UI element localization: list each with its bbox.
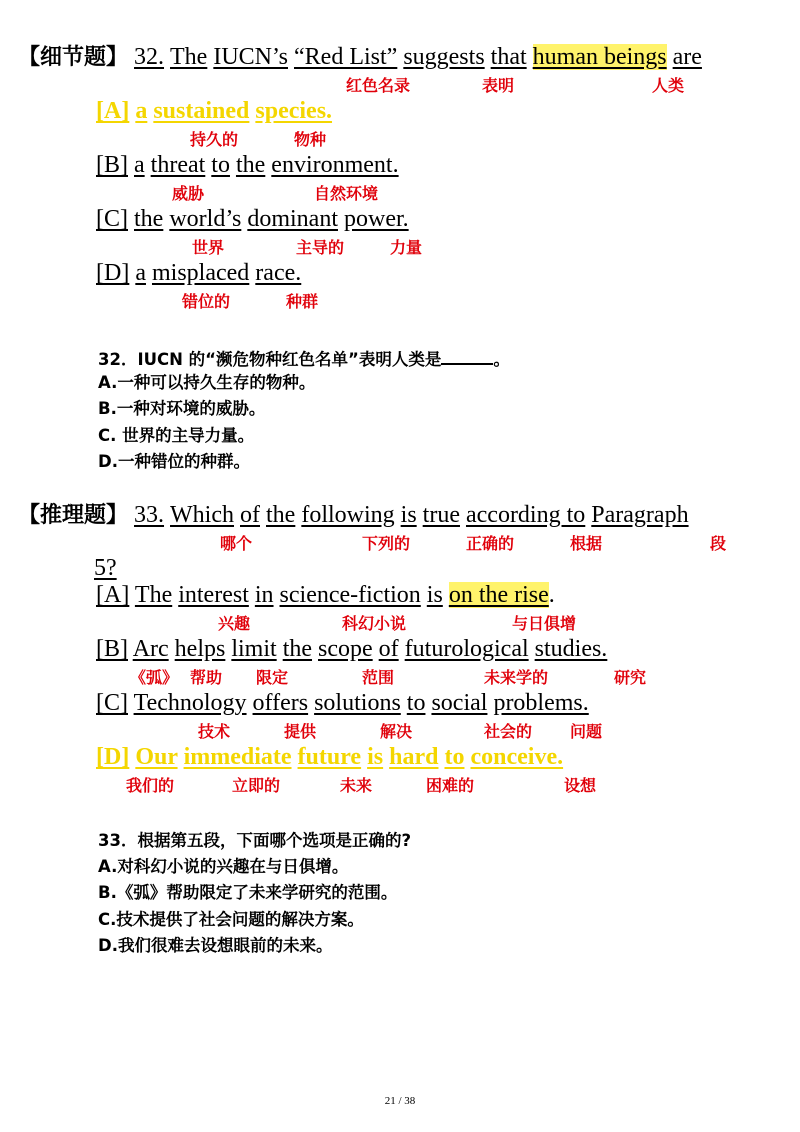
annotation: 与日俱增 [512, 614, 577, 633]
word: of [378, 636, 399, 662]
option-letter: [B] [96, 636, 128, 662]
word: The [170, 44, 208, 70]
annotation: 困难的 [426, 776, 475, 795]
word: environment. [271, 152, 399, 178]
annotation: 解决 [380, 722, 413, 741]
option-letter: [B] [96, 152, 128, 178]
word: according to [465, 502, 586, 528]
word: Arc [132, 636, 169, 662]
q32-type-tag: 【细节题】 [18, 45, 129, 70]
annotation: 段 [710, 534, 727, 553]
word: offers [252, 690, 309, 716]
annotation: 根据 [570, 534, 603, 553]
annotation: 哪个 [220, 534, 253, 553]
word: futurological [404, 636, 529, 662]
annotation: 提供 [284, 722, 317, 741]
q32-cn-option-c: C. 世界的主导力量。 [98, 426, 255, 445]
q33-cn-option-d: D.我们很难去设想眼前的未来。 [98, 936, 333, 955]
annotation: 表明 [482, 76, 515, 95]
q32-cn-option-a: A.一种可以持久生存的物种。 [98, 373, 316, 392]
word: Paragraph [591, 502, 689, 528]
annotation: 正确的 [466, 534, 515, 553]
word: helps [174, 636, 226, 662]
annotation: 种群 [286, 292, 319, 311]
page-total: 38 [404, 1095, 416, 1107]
word: species. [255, 98, 333, 124]
option-letter: [C] [96, 690, 128, 716]
word: dominant [247, 206, 338, 232]
word: misplaced [151, 260, 250, 286]
word: to [444, 744, 465, 770]
annotation: 兴趣 [218, 614, 251, 633]
annotation: 人类 [652, 76, 685, 95]
q32-option-d [96, 258, 301, 288]
q33-stem-continued [94, 553, 117, 583]
annotation: 未来 [340, 776, 373, 795]
q32-option-c [96, 204, 409, 234]
q32-number: 32. [134, 44, 165, 70]
word: race. [255, 260, 302, 286]
word: scope [318, 636, 373, 662]
word: studies. [534, 636, 608, 662]
annotation: 力量 [390, 238, 423, 257]
annotation: 设想 [564, 776, 597, 795]
word: is [367, 744, 384, 770]
word: are [672, 44, 702, 70]
q33-number: 33. [134, 502, 165, 528]
word-red-list: “Red List” [294, 44, 398, 70]
punctuation: . [548, 582, 555, 608]
word: a [134, 152, 145, 178]
q33-cn-question: 33．根据第五段，下面哪个选项是正确的? [98, 831, 412, 850]
word: to [211, 152, 230, 178]
word: hard [389, 744, 439, 770]
annotation: 限定 [256, 668, 289, 687]
annotation: 自然环境 [314, 184, 379, 203]
word: 5? [94, 555, 117, 581]
annotation: 物种 [294, 130, 327, 149]
word: the [235, 152, 266, 178]
annotation: 世界 [192, 238, 225, 257]
annotation: 立即的 [232, 776, 281, 795]
option-letter: [A] [96, 98, 130, 124]
word: of [240, 502, 260, 528]
option-letter: [A] [96, 582, 130, 608]
q32-cn-option-d: D.一种错位的种群。 [98, 452, 250, 471]
annotation: 未来学的 [484, 668, 549, 687]
annotation: 问题 [570, 722, 603, 741]
word: social [431, 690, 488, 716]
annotation: 威胁 [172, 184, 205, 203]
page-footer [0, 1095, 800, 1107]
word: Which [170, 502, 234, 528]
word: power. [343, 206, 409, 232]
q33-option-d-correct [96, 742, 563, 772]
word: is [400, 502, 417, 528]
annotation: 我们的 [126, 776, 175, 795]
word: the [266, 502, 296, 528]
annotation: 主导的 [296, 238, 345, 257]
word: that [490, 44, 527, 70]
cn-question-end: 。 [493, 350, 510, 369]
word-suggests: suggests [403, 44, 485, 70]
annotation: 技术 [198, 722, 231, 741]
cn-question-text: 32．IUCN 的“濒危物种红色名单”表明人类是 [98, 350, 442, 369]
page-separator: / [398, 1095, 402, 1107]
option-letter: [D] [96, 260, 130, 286]
word: world’s [169, 206, 242, 232]
page-number: 21 [384, 1095, 396, 1107]
q32-option-a-correct [96, 96, 332, 126]
annotation: 《弧》 [130, 668, 179, 687]
word: a [135, 260, 146, 286]
annotation: 错位的 [182, 292, 231, 311]
word: conceive. [470, 744, 564, 770]
annotation: 下列的 [362, 534, 411, 553]
word-on-the-rise: on the rise [448, 582, 549, 608]
word-human-beings: human beings [532, 44, 667, 70]
word: Technology [133, 690, 247, 716]
annotation: 帮助 [190, 668, 223, 687]
annotation: 持久的 [190, 130, 239, 149]
answer-blank [441, 345, 493, 365]
word: limit [231, 636, 277, 662]
annotation: 研究 [614, 668, 647, 687]
word: problems. [493, 690, 589, 716]
word: The [134, 582, 173, 608]
word: the [282, 636, 313, 662]
q33-type-tag: 【推理题】 [18, 503, 129, 528]
word: IUCN’s [213, 44, 288, 70]
q33-option-b [96, 634, 607, 664]
annotation: 科幻小说 [342, 614, 407, 633]
q32-option-b [96, 150, 399, 180]
word: following [301, 502, 395, 528]
q33-option-c [96, 688, 589, 718]
q32-cn-question [98, 345, 510, 372]
word: sustained [153, 98, 250, 124]
word: immediate [183, 744, 292, 770]
word: in [254, 582, 274, 608]
q33-option-a [96, 580, 555, 610]
q32-cn-option-b: B.一种对环境的威胁。 [98, 399, 266, 418]
annotation: 社会的 [484, 722, 533, 741]
q33-cn-option-a: A.对科幻小说的兴趣在与日俱增。 [98, 857, 349, 876]
option-letter: [C] [96, 206, 128, 232]
word: solutions [314, 690, 401, 716]
word: is [426, 582, 443, 608]
q32-stem [18, 42, 702, 73]
word: true [422, 502, 460, 528]
word: to [406, 690, 426, 716]
option-letter: [D] [96, 744, 130, 770]
q33-cn-option-b: B.《弧》帮助限定了未来学研究的范围。 [98, 883, 398, 902]
word: threat [150, 152, 206, 178]
word: the [134, 206, 164, 232]
q33-cn-option-c: C.技术提供了社会问题的解决方案。 [98, 910, 364, 929]
annotation: 范围 [362, 668, 395, 687]
word: future [297, 744, 362, 770]
word: Our [135, 744, 178, 770]
word: science-fiction [279, 582, 421, 608]
word: interest [178, 582, 249, 608]
q33-stem [18, 500, 689, 531]
word: a [135, 98, 148, 124]
annotation: 红色名录 [346, 76, 411, 95]
